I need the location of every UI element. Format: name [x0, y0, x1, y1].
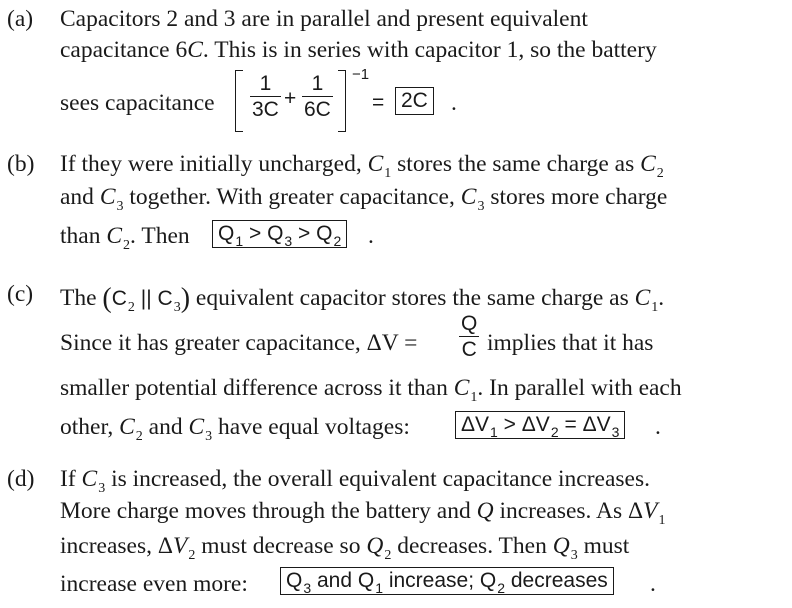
- part-b-line-3: than $C_2$. Then: [60, 223, 190, 253]
- part-d-line-4: increase even more:: [60, 571, 248, 597]
- part-c-label: (c): [7, 281, 34, 307]
- left-bracket: [235, 70, 243, 132]
- part-a-line-2: capacitance 6C. This is in series with capacitor 1, so the battery: [60, 37, 657, 63]
- answer-b-box: $Q_1 > Q_3 > Q_2$: [212, 220, 347, 248]
- fraction-1-over-6c: $\frac{1}{6C}$: [304, 72, 331, 121]
- part-c-line-2a: Since it has greater capacitance, ΔV =: [60, 330, 418, 356]
- answer-d-box: $Q_3$ and $Q_1$ increase; $Q_2$ decreases: [280, 567, 614, 595]
- part-d-label: (d): [7, 466, 35, 492]
- part-b-line-1: If they were initially uncharged, $C_1$ stores the same charge as $C_2$: [60, 151, 664, 181]
- answer-a-box: 2C: [395, 87, 434, 115]
- answer-b-period: .: [368, 223, 374, 249]
- part-b-line-2: and $C_3$ together. With greater capacitance, $C_3$ stores more charge: [60, 184, 668, 214]
- answer-a-period: .: [451, 90, 457, 116]
- part-c-line-2b: implies that it has: [487, 330, 654, 356]
- part-d-line-3: increases, $\Delta V_2$ must decrease so $Q_2$ decreases. Then $Q_3$ must: [60, 533, 630, 563]
- part-c-line-1: The ($C_2$ || $C_3$) equivalent capacitor stores the same charge as $C_1$.: [60, 283, 665, 315]
- answer-c-box: $\Delta V_1 > \Delta V_2 = \Delta V_3$: [455, 411, 625, 439]
- part-a-line-1: Capacitors 2 and 3 are in parallel and present equivalent: [60, 6, 588, 32]
- right-bracket: [338, 70, 346, 132]
- part-a-label: (a): [7, 6, 34, 32]
- answer-c-period: .: [655, 414, 661, 440]
- plus-sign: +: [284, 87, 297, 110]
- equals-sign: =: [372, 91, 385, 114]
- answer-d-period: .: [650, 571, 656, 597]
- fraction-q-over-c: $\frac{Q}{C}$: [461, 312, 478, 361]
- fraction-1-over-3c: $\frac{1}{3C}$: [252, 72, 279, 121]
- part-a-line-3: sees capacitance: [60, 90, 215, 116]
- part-d-line-1: If $C_3$ is increased, the overall equivalent capacitance increases.: [60, 466, 651, 496]
- part-d-line-2: More charge moves through the battery and Q increases. As $\Delta V_1$: [60, 498, 666, 528]
- inverse-exponent: −1: [352, 66, 370, 83]
- part-b-label: (b): [7, 151, 35, 177]
- part-c-line-3: smaller potential difference across it than $C_1$. In parallel with each: [60, 375, 682, 405]
- part-c-line-4: other, $C_2$ and $C_3$ have equal voltages:: [60, 414, 410, 444]
